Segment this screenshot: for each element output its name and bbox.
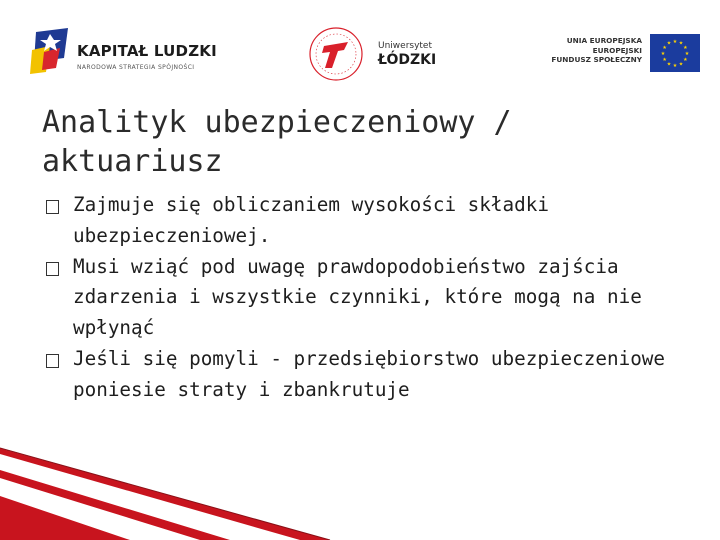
university-label: Uniwersytet: [378, 41, 432, 51]
svg-text:★: ★: [666, 40, 672, 47]
eu-flag-icon: [650, 34, 700, 72]
bullet-box-icon: [46, 354, 59, 368]
kapital-ludzki-title: KAPITAŁ LUDZKI: [77, 42, 217, 60]
svg-text:★: ★: [683, 57, 688, 63]
bullet-text: Jeśli się pomyli - przedsiębiorstwo ubezpieczeniowe poniesie straty i zbankrutuje: [73, 346, 666, 401]
svg-text:★: ★: [678, 61, 684, 68]
kapital-ludzki-subtitle: NARODOWA STRATEGIA SPÓJNOŚCI: [77, 64, 195, 71]
kapital-ludzki-logo: [30, 28, 217, 84]
svg-text:★: ★: [660, 51, 666, 57]
eu-line-3: FUNDUSZ SPOŁECZNY: [551, 55, 642, 64]
decorative-swoosh: [0, 440, 720, 540]
bullet-box-icon: [46, 200, 59, 214]
eu-fund-text: [551, 36, 642, 65]
list-item: [40, 344, 690, 406]
svg-text:★: ★: [666, 61, 672, 68]
list-item: [40, 252, 690, 344]
slide-title: [42, 103, 682, 181]
svg-text:★: ★: [672, 63, 678, 69]
svg-text:★: ★: [662, 45, 667, 51]
uniwersytet-lodzki-logo: [308, 26, 437, 82]
eu-line-1: UNIA EUROPEJSKA: [566, 36, 642, 45]
svg-text:★: ★: [678, 40, 684, 47]
bullet-text: Musi wziąć pod uwagę prawdopodobieństwo zajścia zdarzenia i wszystkie czynniki, które mogą na nie wpłynąć: [73, 254, 642, 340]
bullet-text: Zajmuje się obliczaniem wysokości składki ubezpieczeniowej.: [73, 193, 549, 247]
eu-line-2: EUROPEJSKI: [592, 45, 642, 55]
svg-text:★: ★: [683, 45, 688, 51]
university-seal-icon: [308, 26, 364, 82]
svg-text:★: ★: [672, 39, 678, 45]
kapital-ludzki-emblem-icon: [30, 28, 72, 78]
bullet-box-icon: [46, 262, 59, 276]
svg-text:★: ★: [662, 57, 667, 63]
bullet-list: [40, 190, 690, 406]
slide-title-line-1: Analityk ubezpieczeniowy /: [42, 105, 512, 140]
eu-fund-logo: [548, 34, 700, 74]
slide-title-line-2: aktuariusz: [42, 144, 223, 179]
university-name: ŁÓDZKI: [378, 52, 437, 68]
svg-text:★: ★: [684, 51, 690, 57]
list-item: [40, 190, 690, 252]
